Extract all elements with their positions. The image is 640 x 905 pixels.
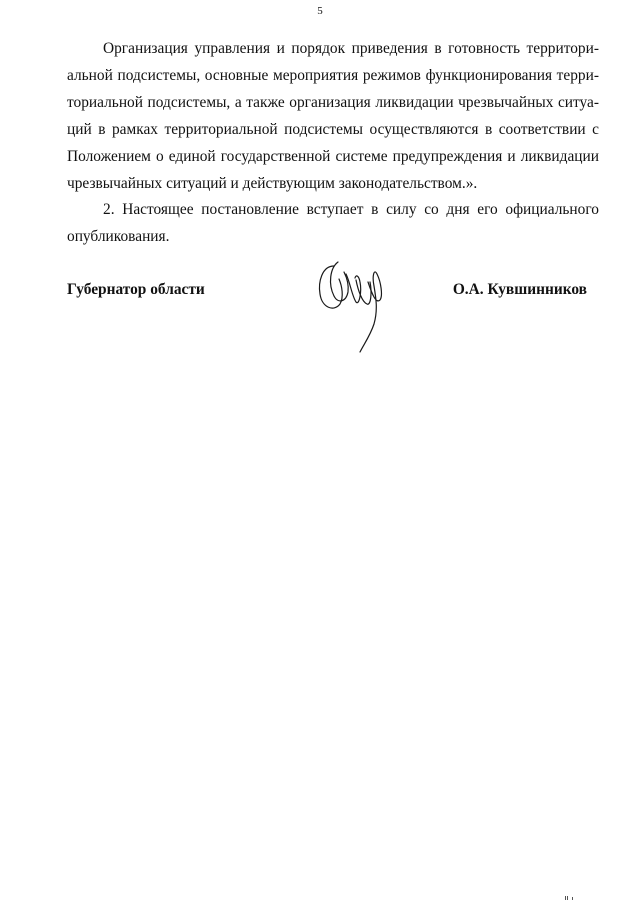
signatory-title: Губернатор области xyxy=(67,281,205,298)
paragraph-1-line: ториальной подсистемы, а также организация ликвидации чрезвычайных ситуа- xyxy=(67,94,599,111)
paragraph-1-line: чрезвычайных ситуаций и действующим законодательством.». xyxy=(67,175,478,192)
paragraph-1 xyxy=(67,35,599,197)
paragraph-1-line: ций в рамках территориальной подсистемы осуществляются в соответствии с xyxy=(67,121,599,138)
paragraph-2-line: 2. Настоящее постановление вступает в силу со дня его официального xyxy=(103,201,599,218)
paragraph-1-line: Положением о единой государственной системе предупреждения и ликвидации xyxy=(67,148,599,165)
paragraph-1-line: альной подсистемы, основные мероприятия режимов функционирования терри- xyxy=(67,67,599,84)
page-number: 5 xyxy=(317,5,323,17)
paragraph-2 xyxy=(67,196,599,250)
handwritten-signature xyxy=(312,252,392,357)
paragraph-2-line: опубликования. xyxy=(67,228,170,245)
scan-artifact xyxy=(563,894,579,902)
paragraph-1-line: Организация управления и порядок приведения в готовность территори- xyxy=(103,40,599,57)
signatory-name: О.А. Кувшинников xyxy=(452,281,587,298)
